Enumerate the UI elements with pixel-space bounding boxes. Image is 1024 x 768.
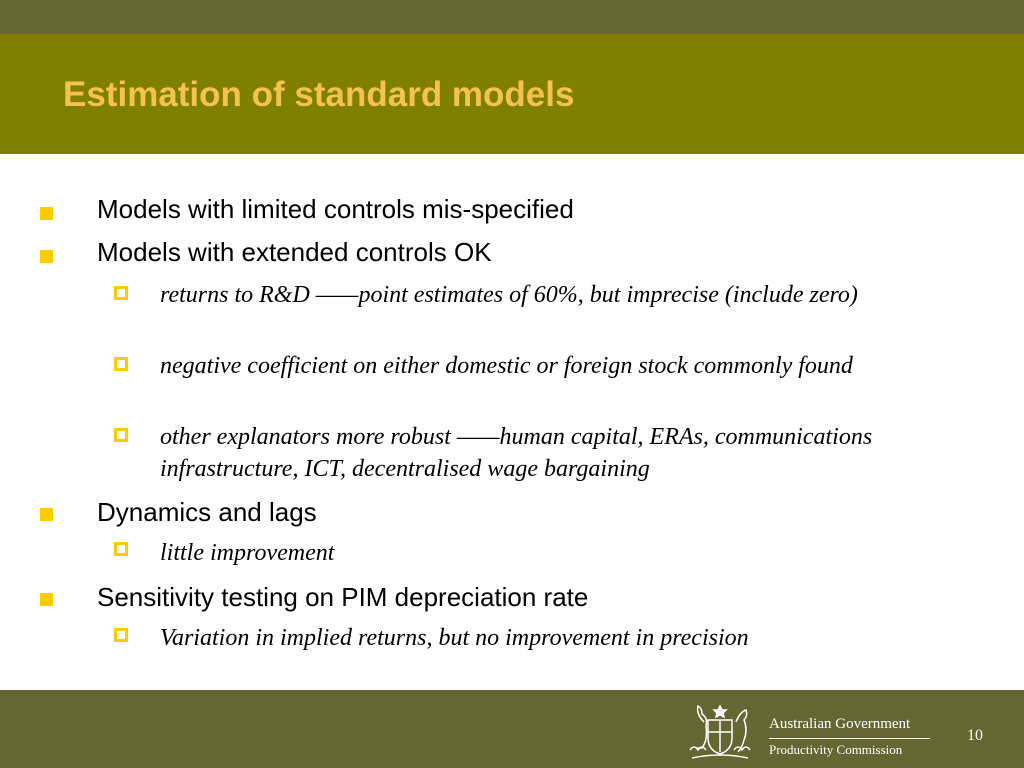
hollow-square-bullet-icon — [114, 628, 128, 642]
top-strip — [0, 0, 1024, 34]
hollow-square-bullet-icon — [114, 428, 128, 442]
government-name: Australian Government — [769, 716, 911, 732]
sub-bullet-item: returns to R&D ——point estimates of 60%, but imprecise (include zero) — [160, 282, 858, 308]
hollow-square-bullet-icon — [114, 542, 128, 556]
agency-name: Productivity Commission — [769, 742, 903, 757]
bullet-item: Dynamics and lags — [97, 497, 317, 527]
bullet-item: Models with extended controls OK — [97, 237, 492, 267]
square-bullet-icon — [40, 250, 53, 263]
sub-bullet-item: negative coefficient on either domestic or foreign stock commonly found — [160, 353, 853, 379]
square-bullet-icon — [40, 593, 53, 606]
sub-bullet-item: little improvement — [160, 540, 335, 566]
sub-bullet-item: Variation in implied returns, but no improvement in precision — [160, 625, 749, 651]
hollow-square-bullet-icon — [114, 357, 128, 371]
slide-title: Estimation of standard models — [63, 75, 575, 114]
page-number: 10 — [967, 727, 983, 744]
bullet-item: Models with limited controls mis-specified — [97, 194, 574, 224]
footer-divider — [769, 738, 930, 739]
bullet-item: Sensitivity testing on PIM depreciation rate — [97, 582, 589, 612]
sub-bullet-item: other explanators more robust ——human capital, ERAs, communications infrastructure, ICT, decentralised wage bargaining — [160, 424, 873, 482]
square-bullet-icon — [40, 508, 53, 521]
commonwealth-coat-of-arms-icon — [680, 700, 760, 764]
square-bullet-icon — [40, 207, 53, 220]
hollow-square-bullet-icon — [114, 286, 128, 300]
